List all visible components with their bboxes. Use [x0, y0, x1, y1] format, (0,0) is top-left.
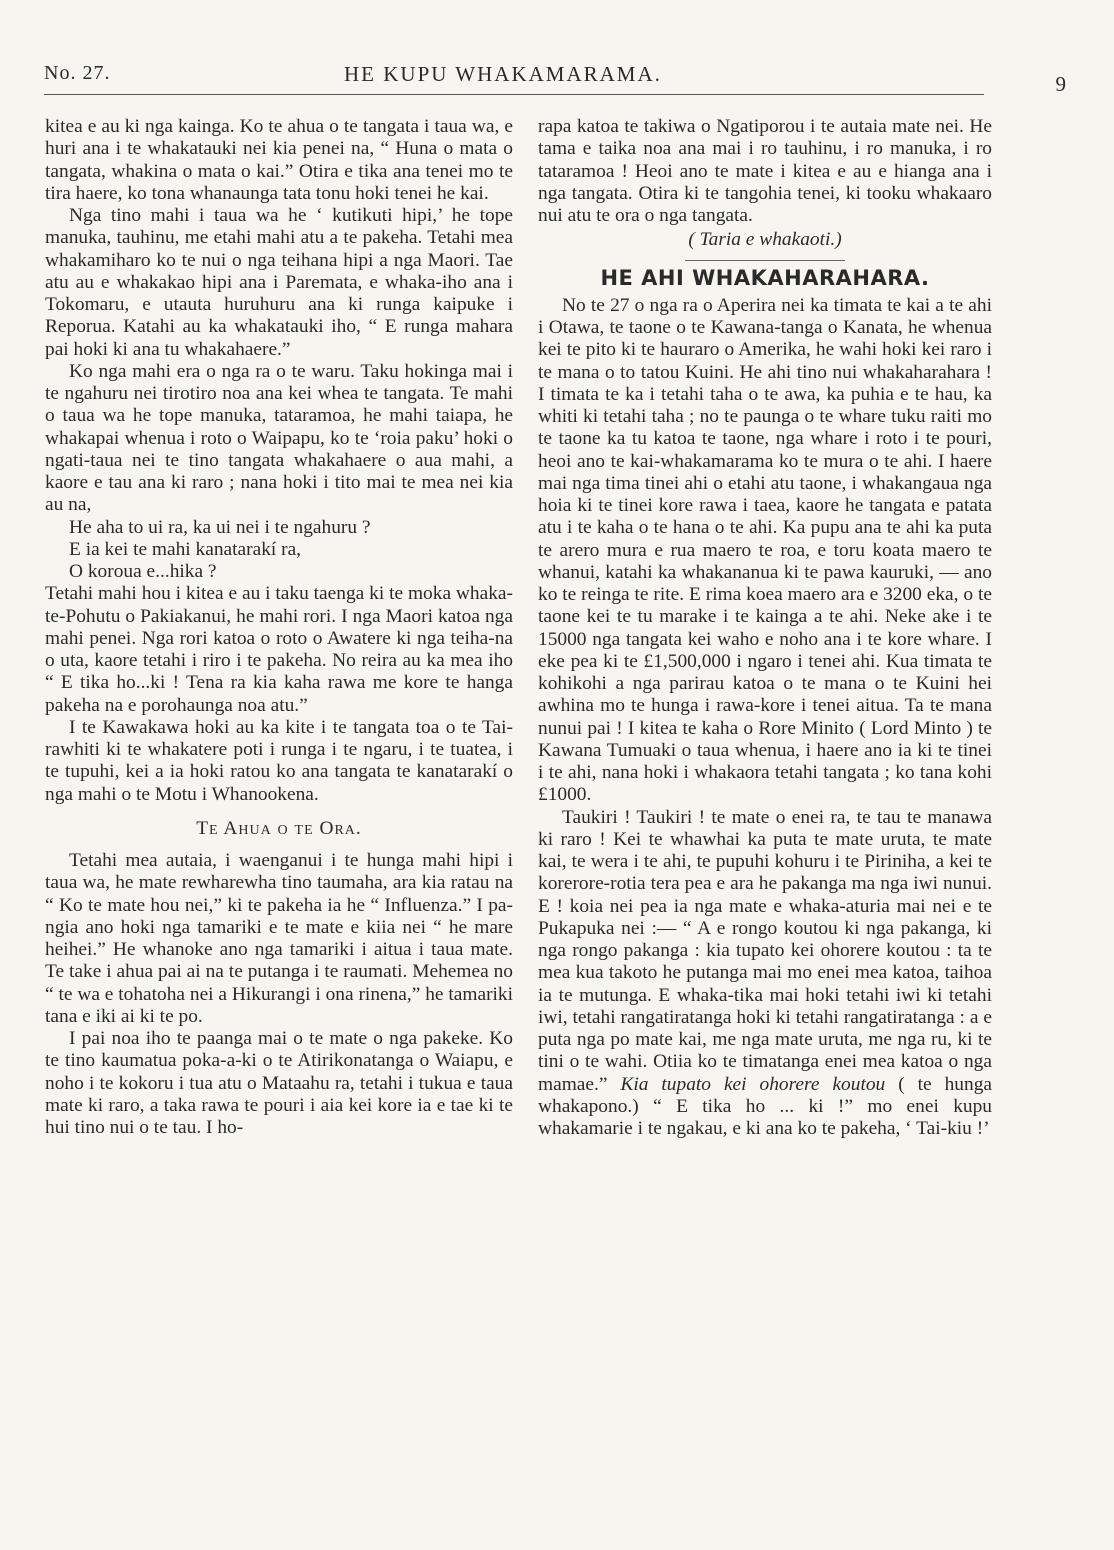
issue-number: No. 27.	[44, 62, 111, 84]
paragraph-text: Taukiri ! Taukiri ! te mate o enei ra, te tau te manawa ki raro ! Kei te whawhai ka puta te mate uruta, te mate kai, te wera i te ahi, te pupuhi kohuru i te Piriniha, a kei te korerore-rotia tera pea e ara he pakanga ma nga iwi nunui. E ! koia nei pea ia nga mate e whaka-aturia mai nei e te Pukapuka nei :— “ A e rongo koutou ki nga pakanga, ki nga rongo pakanga : kia tupato kei ohorere koutou : ta te mea kua takoto he putanga mai mo enei mea katoa, taihoa ia te mutunga. E whaka-tika mai hoki tetahi iwi ki tetahi iwi, tetahi rangatiratanga hoki ki tetahi rangatiratanga : a e puta nga po mate kai, me nga mate uruta, me nga ru, ki te tini o te wahi. Otiia ko te timatanga enei mea katoa o nga mamae.”	[538, 806, 992, 1095]
page-header	[44, 60, 1084, 100]
right-column	[538, 116, 992, 1140]
verse-line: E ia kei te mahi kanatarakí ra,	[69, 538, 302, 560]
paragraph: I te Kawakawa hoki au ka kite i te tangata toa o te Tai-rawhiti ki te whakatere poti i runga i te ngaru, i te tuatea, i te tupuhi, kei a ia hoki ratou ko ana tangata te kanatarakí o nga mahi o te Motu i Whanookena.	[45, 716, 513, 805]
signoff: ( Taria e whakaoti.)	[688, 229, 842, 251]
page-number: 9	[1055, 72, 1066, 96]
italic-quote: Kia tupato kei ohorere koutou	[620, 1073, 886, 1095]
section-divider	[685, 260, 845, 261]
verse-line: O koroua e...hika ?	[69, 561, 217, 582]
verse-line: He aha to ui ra, ka ui nei i te ngahuru ?	[69, 516, 371, 538]
paragraph: Nga tino mahi i taua wa he ‘ kutikuti hipi,’ he tope manuka, tauhinu, me etahi mahi atu a te pakeha. Tetahi mea whakamiharo ko te nui o nga teihana hipi a nga Maori. Tae atu au e whakakao hipi ana i Paremata, e whaka-iho ana i Tokomaru, e utauta huruhuru ana ki runga kaipuke i Reporua. Katahi au ka whakatauki iho, “ E runga mahara pai hoki ki ana tu whakahaere.”	[45, 205, 513, 360]
paragraph: I pai noa iho te paanga mai o te mate o nga pakeke. Ko te tino kaumatua poka-a-ki o te Atirikonatanga o Waiapu, e noho i te kokoru i tua atu o Mataahu ra, tetahi i tukua e taua mate ki raro, a taka rawa te pouri i aia kei kore ia e tae ki te hui tino nui o te tau. I ho-	[45, 1028, 513, 1138]
paragraph: Tetahi mahi hou i kitea e au i taku taenga ki te moka whaka-te-Pohutu o Pakiakanui, he mahi rori. I nga Maori katoa nga mahi penei. Nga rori katoa o roto o Awatere ki nga teiha-na o uta, kaore tetahi i riro i te pakeha. No reira au ka mea iho “ E tika ho...ki ! Tena ra kia kaha rawa me kore te hanga pakeha na e porohaunga noa atu.”	[45, 583, 513, 716]
paragraph: rapa katoa te takiwa o Ngatiporou i te autaia mate nei. He tama e taika noa ana mai i ro tauhinu, i ro manuka, i ro tataramoa ! Heoi ano te mate i kitea e au e hianga ana i nga tangata. Otira ki te tangohia tenei, ki tooku whakaaro nui atu te ora o nga tangata.	[538, 116, 992, 226]
paragraph: kitea e au ki nga kainga. Ko te ahua o te tangata i taua wa, e huri ana i te whakatauki nei kia penei na, “ Huna o mata o tangata, whakina o mata o kai.” Otira e tika ana tenei mo te tira haere, ko tona whanaunga tata tonu hoki tenei he kai.	[45, 116, 513, 204]
paragraph: Ko nga mahi era o nga ra o te waru. Taku hokinga mai i te ngahuru nei tirotiro noa ana kei whea te tangata. Te mahi o taua wa he tope manuka, tataramoa, he mahi taiapa, he whakapai whenua i roto o Waipapu, ko te ‘roia paku’ hoki o ngati-taua nei te tino tangata whakahaere o aua mahi, a kaore e tau ana ki raro ; nana hoki i tito mai te mea nei kia au na,	[45, 360, 513, 516]
paragraph: Tetahi mea autaia, i waenganui i te hunga mahi hipi i taua wa, he mate rewharewha tino taumaha, ara kia ratau na “ Ko te mate hou nei,” ki te pakeha ia he “ Influenza.” I pa-ngia ano hoki nga tamariki e te mate e kiia nei “ he mare heihei.” He whanoke ano nga tamariki i aitua i taua mate. Te take i ahua pai ai na te putanga i te raumati. Mehemea no “ te wa e tohatoha nei a Hikurangi i ona rinena,” he tamariki tana e iki ai ki te po.	[45, 850, 513, 1027]
paragraph-text: ( te hunga whakapono.) “ E tika ho ... ki !” mo enei kupu whakamarie i te ngakau, e ki ana ko te pakeha, ‘ Tai-kiu !’	[538, 1073, 992, 1139]
paragraph	[538, 807, 992, 1141]
section-heading: Te Ahua o te Ora.	[196, 817, 362, 839]
header-rule	[44, 94, 984, 95]
left-column	[45, 116, 513, 1139]
publication-title: HE KUPU WHAKAMARAMA.	[344, 62, 662, 86]
article-title: HE AHI WHAKAHARAHARA.	[600, 265, 930, 290]
paragraph: No te 27 o nga ra o Aperira nei ka timata te kai a te ahi i Otawa, te taone o te Kawana-tanga o Kanata, he whenua kei te pito ki te hauraro o Amerika, he wahi hoki kei raro i te mana o to tatou Kuini. He ahi tino nui whakaharahara ! I timata te ka i tetahi taha o te awa, ka puhia e te hau, ka whiti ki tetahi taha ; no te paunga o te whare tuku raiti mo te taone ka tu katoa te taone, nga whare i roto i te pouri, heoi ano te kai-whakamarama ko te mura o te ahi. I haere mai nga tima tinei ahi o etahi atu taone, i whakangaua nga hoia ki te tinei kore rawa i taea, kaore he tangata e patata atu i te kaha o te hana o te ahi. Ka pupu ana te ahi ka puta te arero mura e rua maero te roa, e toru koata maero te whanui, katahi ka whakananua ki te pawa kauruki, — ano ko te reinga te rite. E rima koea maero ara e 3200 eka, o te taone kei te tu marake i te kainga a te ahi. Neke ake i te 15000 nga tangata kei waho e noho ana i te kore whare. I eke pea ki te £1,500,000 i ngaro i tenei ahi. Kua timata te kohikohi a nga parirau katoa o te mana o te Kuini hei awhina mo te hunga i rawa-kore i tenei aitua. Ta te mana nunui pai ! I kitea te kaha o Rore Minito ( Lord Minto ) te Kawana Tumuaki o taua whenua, i haere ano ia ki te tinei i te ahi, nana hoki i whakaora tetahi tangata ; ko tana kohi £1000.	[538, 294, 992, 806]
